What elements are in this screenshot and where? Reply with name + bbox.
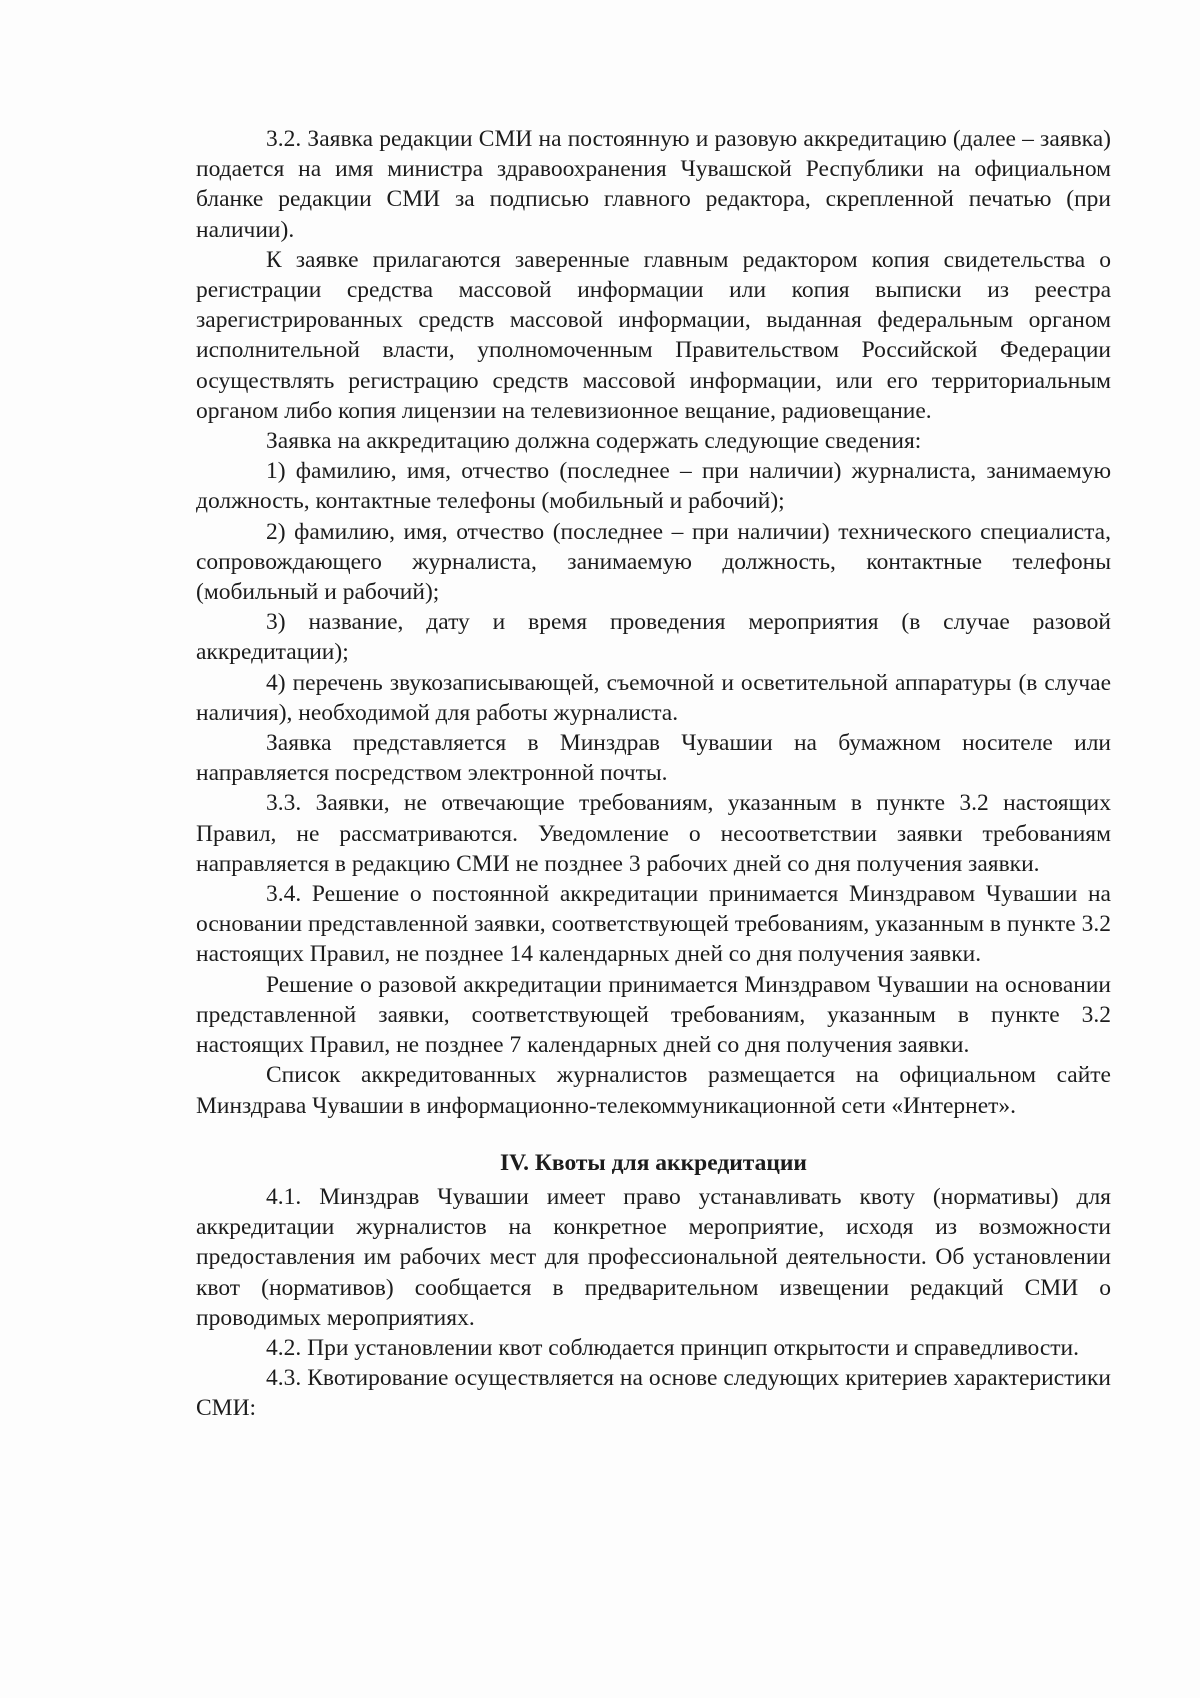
- list-item-3: 3) название, дату и время проведения мероприятия (в случае разовой аккредитации);: [196, 609, 1111, 666]
- paragraph-3-4: 3.4. Решение о постоянной аккредитации принимается Минздравом Чувашии на основании представленной заявки, соответствующей требованиям, указанным в пункте 3.2 настоящих Правил, не позднее 14 календарных дней со дня получения заявки.: [196, 881, 1111, 968]
- paragraph-attachments: К заявке прилагаются заверенные главным редактором копия свидетельства о регистрации средства массовой информации или копия выписки из реестра зарегистрированных средств массовой информации, выданная федеральным органом исполнительной власти, уполномоченным Правительством Российской Федерации осуществлять регистрацию средств массовой информации, или его территориальным органом либо копия лицензии на телевизионное вещание, радиовещание.: [196, 246, 1111, 424]
- section-heading-iv: IV. Квоты для аккредитации: [500, 1149, 807, 1176]
- document-body: [196, 124, 1111, 1424]
- paragraph-4-1: 4.1. Минздрав Чувашии имеет право устанавливать квоту (нормативы) для аккредитации журналистов на конкретное мероприятие, исходя из возможности предоставления им рабочих мест для профессиональной деятельности. Об установлении квот (нормативов) сообщается в предварительном извещении редакций СМИ о проводимых мероприятиях.: [196, 1183, 1111, 1331]
- paragraph-submission: Заявка представляется в Минздрав Чувашии на бумажном носителе или направляется посредством электронной почты.: [196, 730, 1111, 787]
- paragraph-4-3: 4.3. Квотирование осуществляется на основе следующих критериев характеристики СМИ:: [196, 1365, 1111, 1422]
- paragraph-3-2: 3.2. Заявка редакции СМИ на постоянную и разовую аккредитацию (далее – заявка) подается на имя министра здравоохранения Чувашской Республики на официальном бланке редакции СМИ за подписью главного редактора, скрепленной печатью (при наличии).: [196, 126, 1111, 243]
- list-item-1: 1) фамилию, имя, отчество (последнее – при наличии) журналиста, занимаемую должность, контактные телефоны (мобильный и рабочий);: [196, 458, 1111, 515]
- paragraph-4-2: 4.2. При установлении квот соблюдается принцип открытости и справедливости.: [266, 1334, 1079, 1361]
- paragraph-3-3: 3.3. Заявки, не отвечающие требованиям, указанным в пункте 3.2 настоящих Правил, не рассматриваются. Уведомление о несоответствии заявки требованиям направляется в редакцию СМИ не позднее 3 рабочих дней со дня получения заявки.: [196, 790, 1111, 877]
- list-item-4: 4) перечень звукозаписывающей, съемочной и осветительной аппаратуры (в случае наличия), необходимой для работы журналиста.: [196, 669, 1111, 726]
- paragraph-one-time-decision: Решение о разовой аккредитации принимается Минздравом Чувашии на основании представленной заявки, соответствующей требованиям, указанным в пункте 3.2 настоящих Правил, не позднее 7 календарных дней со дня получения заявки.: [196, 971, 1111, 1059]
- paragraph-accredited-list: Список аккредитованных журналистов размещается на официальном сайте Минздрава Чувашии в информационно-телекоммуникационной сети «Интернет».: [196, 1062, 1111, 1119]
- list-item-2: 2) фамилию, имя, отчество (последнее – при наличии) технического специалиста, сопровождающего журналиста, занимаемую должность, контактные телефоны (мобильный и рабочий);: [196, 518, 1111, 606]
- paragraph-application-content: Заявка на аккредитацию должна содержать следующие сведения:: [266, 428, 922, 455]
